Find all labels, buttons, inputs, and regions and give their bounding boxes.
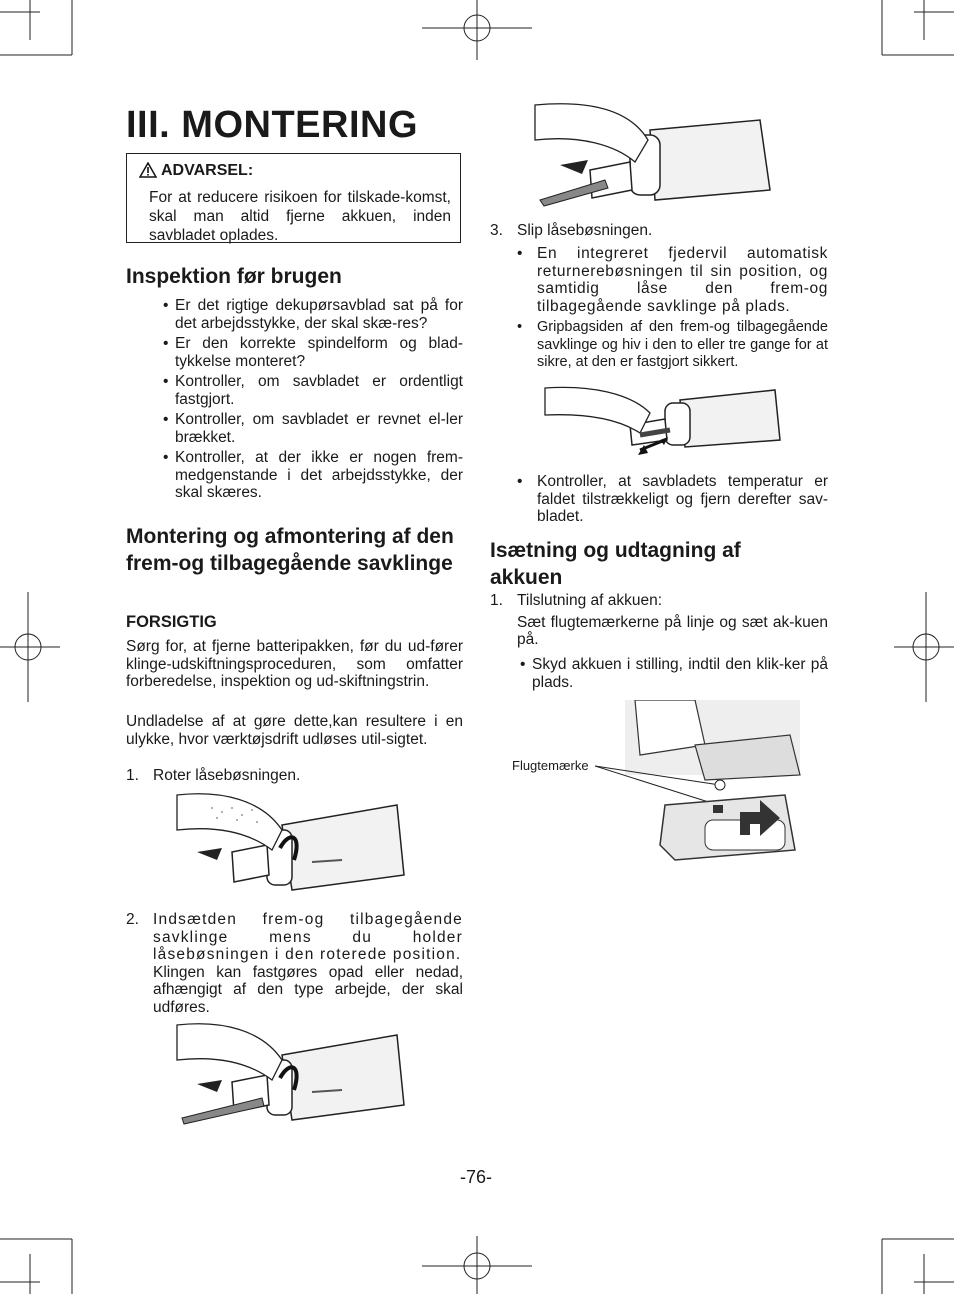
warning-triangle-icon — [139, 162, 157, 178]
battery-step-1-list — [520, 656, 828, 694]
battery-heading: Isætning og udtagning af akkuen — [490, 539, 741, 589]
warning-heading-text: ADVARSEL: — [161, 162, 254, 179]
warning-heading — [139, 162, 253, 180]
step-3-after-list — [517, 473, 828, 530]
step-text-detail: Sæt flugtemærkerne på linje og sæt ak-kuen på. — [517, 613, 828, 648]
list-item: • Kontroller, at savbladets temperatur er faldet tilstrækkeligt og fjern derefter sav-bladet. — [517, 473, 828, 526]
battery-step-1 — [490, 592, 828, 649]
inspection-heading: Inspektion før brugen — [126, 265, 342, 288]
list-item: • Kontroller, om savbladet er ordentligt fastgjort. — [163, 373, 463, 408]
figure-pull-blade — [540, 385, 785, 465]
mounting-heading: Montering og afmontering af den frem-og tilbagegående savklinge — [126, 525, 454, 575]
caution-heading: FORSIGTIG — [126, 613, 217, 631]
figure-battery-insert — [595, 700, 805, 865]
figure-release-sleeve — [530, 100, 780, 215]
alignment-mark-label: Flugtemærke — [512, 758, 589, 773]
step-number: 3. — [490, 222, 503, 239]
figure-insert-blade — [172, 1020, 412, 1135]
inspection-list — [163, 297, 463, 505]
warning-box — [126, 153, 461, 243]
step-3-list — [517, 245, 828, 376]
step-2 — [126, 911, 463, 1016]
list-item: • Er den korrekte spindelform og blad-tykkelse monteret? — [163, 335, 463, 370]
step-text: Tilslutning af akkuen: — [517, 592, 663, 609]
page-title: III. MONTERING — [126, 104, 418, 146]
step-text-extra: Klingen kan fastgøres opad eller nedad, afhængigt af den type arbejde, der skal udføres. — [153, 963, 463, 1016]
step-1 — [126, 767, 463, 787]
step-number: 1. — [490, 592, 503, 609]
warning-text: For at reducere risikoen for tilskade-komst, skal man altid fjerne akkuen, inden savbladet oplades. — [149, 189, 451, 244]
list-item: • Kontroller, om savbladet er revnet el-ler brækket. — [163, 411, 463, 446]
caution-text-2: Undladelse af at gøre dette,kan resultere i en ulykke, hvor værktøjsdrift udløses util-sigtet. — [126, 713, 463, 748]
step-number: 2. — [126, 911, 139, 928]
step-number: 1. — [126, 767, 139, 784]
list-item: • Gripbagsiden af den frem-og tilbagegående savklinge og hiv i den to eller tre gange for at sikre, at den er fastgjort sikkert. — [517, 319, 828, 372]
step-text: Roter låsebøsningen. — [153, 767, 301, 784]
list-item: • En integreret fjedervil automatisk returnerebøsningen til sin position, og samtidig låse den frem-og tilbagegående savklinge på plads. — [517, 245, 828, 315]
list-item: • Kontroller, at der ikke er nogen frem-medgenstande i det arbejdsstykke, der skal skæres. — [163, 449, 463, 502]
caution-text-1: Sørg for, at fjerne batteripakken, før du ud-fører klinge-udskiftningsproceduren, som omfatter forberedelse, inspektion og ud-skiftningstrin. — [126, 638, 463, 690]
page-number: -76- — [460, 1167, 493, 1187]
list-item: • Skyd akkuen i stilling, indtil den klik-ker på plads. — [520, 656, 828, 691]
figure-rotate-sleeve — [172, 790, 412, 905]
step-text: Slip låsebøsningen. — [517, 222, 653, 239]
list-item: • Er det rigtige dekupørsavblad sat på for det arbejdsstykke, der skal skæ-res? — [163, 297, 463, 332]
step-text: Indsætden frem-og tilbagegående savklinge mens du holder låsebøsningen i den roterede position. — [153, 911, 463, 963]
